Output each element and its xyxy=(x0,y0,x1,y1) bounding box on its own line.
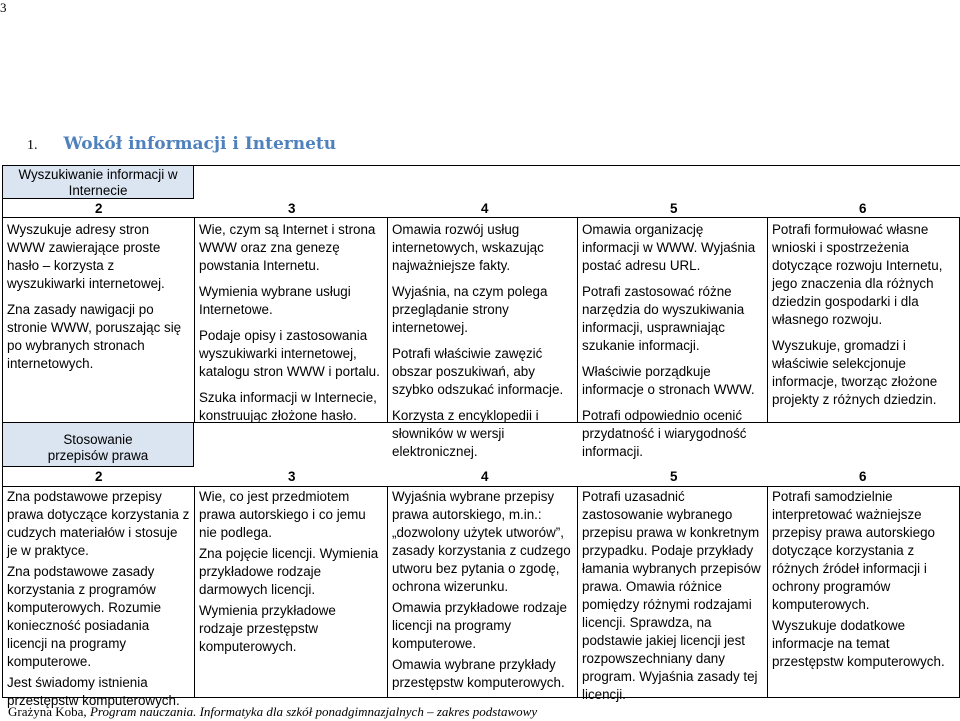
column-numbers-row xyxy=(3,199,960,218)
requirement-text: Podaje opisy i zastosowania wyszukiwarki internetowej, katalogu stron WWW i portalu. xyxy=(199,328,380,379)
requirement-text: Zna pojęcie licencji. Wymienia przykładowe rodzaje darmowych licencji. xyxy=(199,546,379,597)
requirement-cell-col6 xyxy=(768,217,960,423)
footer-title: Program nauczania. Informatyka dla szkół ponadgimnazjalnych – zakres podstawowy xyxy=(89,704,538,719)
column-numbers-row xyxy=(3,467,960,487)
requirement-cell-col3 xyxy=(194,217,388,423)
requirement-text: Potrafi formułować własne wnioski i spostrzeżenia dotyczące rozwoju Internetu, jego znaczenia dla różnych dziedzin gospodarki i dla własnego rozwoju. xyxy=(772,222,943,327)
requirement-text: Zna podstawowe przepisy prawa dotyczące korzystania z cudzych materiałów i stosuje je w praktyce. xyxy=(7,489,190,558)
col-number: 5 xyxy=(670,469,678,484)
section-heading xyxy=(27,134,336,154)
requirement-text: Szuka informacji w Internecie, konstruując złożone hasło. xyxy=(199,390,377,423)
requirement-cell-col2 xyxy=(3,217,194,423)
requirement-text: Potrafi zastosować różne narzędzia do wyszukiwania informacji, usprawniając szukanie informacji. xyxy=(582,284,745,353)
col-number: 6 xyxy=(859,469,867,484)
requirement-cell-col3 xyxy=(194,486,388,698)
requirement-text: Wyjaśnia wybrane przepisy prawa autorskiego, m.in.: „dozwolony użytek utworów”, zasady korzystania z cudzego utworu bez pytania o zgodę, ochrona wizerunku. xyxy=(392,489,571,594)
requirement-text: Wie, co jest przedmiotem prawa autorskiego i co jemu nie podlega. xyxy=(199,489,366,540)
col-number: 4 xyxy=(481,201,489,216)
requirement-text: Wymienia wybrane usługi Internetowe. xyxy=(199,284,351,317)
footer-author: Grażyna Koba, xyxy=(8,704,87,719)
requirement-cell-col4 xyxy=(388,217,578,459)
requirements-table xyxy=(2,165,960,708)
requirement-text: Jest świadomy istnienia przestępstw komputerowych. xyxy=(7,675,180,708)
requirement-text: Wyszukuje adresy stron WWW zawierające proste hasło – korzysta z wyszukiwarki internetowej. xyxy=(7,222,165,291)
requirement-text: Właściwie porządkuje informacje o stronach WWW. xyxy=(582,364,755,397)
requirement-cell-col6 xyxy=(768,486,960,698)
heading-title: Wokół informacji i Internetu xyxy=(63,134,337,154)
col-number: 3 xyxy=(288,201,296,216)
requirement-text: Potrafi właściwie zawęzić obszar poszukiwań, aby szybko odszukać informacje. xyxy=(392,346,564,397)
requirement-text: Korzysta z encyklopedii i słowników w wersji elektronicznej. xyxy=(392,408,539,459)
page-footer xyxy=(8,704,537,720)
section-title-law: Stosowanie przepisów prawa xyxy=(3,423,194,467)
requirement-text: Zna zasady nawigacji po stronie WWW, poruszając się po wybranych stronach internetowych. xyxy=(7,302,182,371)
requirement-text: Omawia wybrane przykłady przestępstw komputerowych. xyxy=(392,657,565,690)
requirement-cell-col5 xyxy=(578,217,768,459)
col-number: 6 xyxy=(859,201,867,216)
col-number: 3 xyxy=(288,469,296,484)
requirement-text: Omawia przykładowe rodzaje licencji na programy komputerowe. xyxy=(392,600,567,651)
requirement-text: Wyjaśnia, na czym polega przeglądanie strony internetowej. xyxy=(392,284,548,335)
col-number: 5 xyxy=(670,201,678,216)
col-number: 2 xyxy=(95,469,103,484)
requirement-text: Potrafi samodzielnie interpretować ważniejsze przepisy prawa autorskiego dotyczące korzystania z różnych źródeł informacji i ochrony programów komputerowych. xyxy=(772,489,936,612)
requirement-cell-col2 xyxy=(3,486,194,708)
requirement-text: Omawia rozwój usług internetowych, wskazując najważniejsze fakty. xyxy=(392,222,544,273)
requirement-cell-col5 xyxy=(578,486,768,702)
requirement-text: Potrafi uzasadnić zastosowanie wybranego przepisu prawa w konkretnym przypadku. Podaje przykłady łamania wybranych przepisów prawa. Omawia różnice pomiędzy różnymi rodzajami licencji. Sprawdza, na podstawie jakiej licencji jest rozpowszechniany dany program. Wyjaśnia zasady tej licencji. xyxy=(582,489,761,702)
requirement-text: Omawia organizację informacji w WWW. Wyjaśnia postać adresu URL. xyxy=(582,222,756,273)
col-number: 2 xyxy=(95,201,103,216)
requirement-text: Wymienia przykładowe rodzaje przestępstw komputerowych. xyxy=(199,603,336,654)
requirement-text: Potrafi odpowiednio ocenić przydatność i wiarygodność informacji. xyxy=(582,408,747,459)
heading-number: 1. xyxy=(27,138,38,153)
requirement-text: Zna podstawowe zasady korzystania z programów komputerowych. Rozumie konieczność posiadania licencji na programy komputerowe. xyxy=(7,564,162,669)
requirement-text: Wie, czym są Internet i strona WWW oraz zna genezę powstania Internetu. xyxy=(199,222,376,273)
section-title-search: Wyszukiwanie informacji w Internecie xyxy=(3,166,194,199)
requirement-cell-col4 xyxy=(388,486,578,698)
col-number: 4 xyxy=(481,469,489,484)
page-number: 3 xyxy=(0,0,7,15)
requirement-text: Wyszukuje dodatkowe informacje na temat przestępstw komputerowych. xyxy=(772,618,945,669)
requirement-text: Wyszukuje, gromadzi i właściwie selekcjonuje informacje, tworząc złożone projekty z różnych dziedzin. xyxy=(772,338,938,407)
